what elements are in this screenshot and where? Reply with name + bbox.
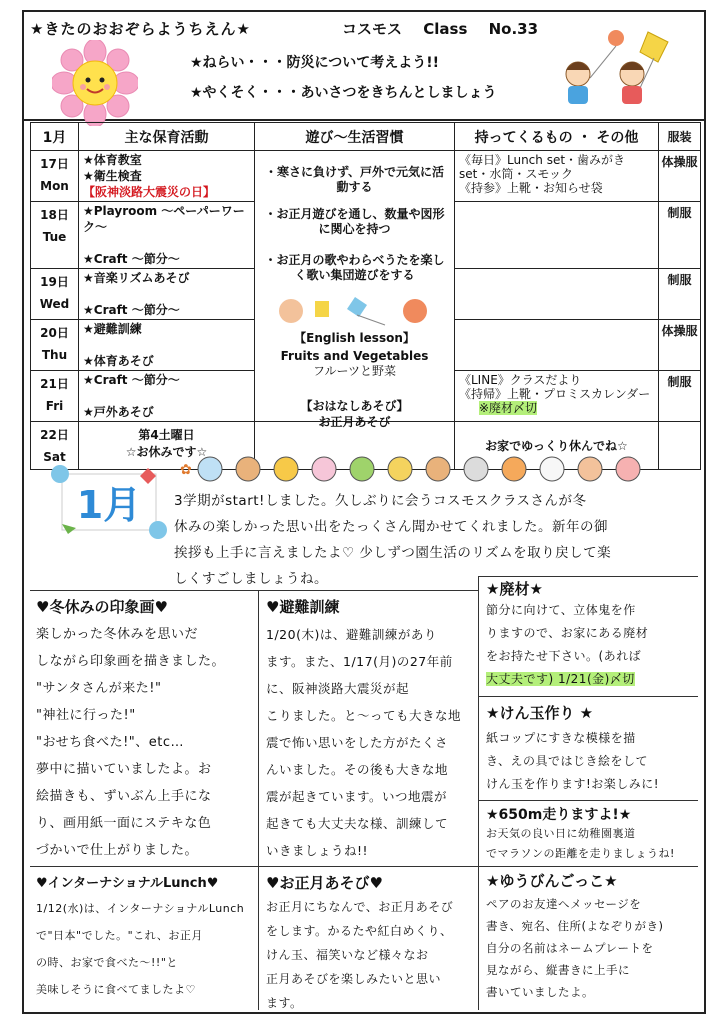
uniform-cell: 制服 — [659, 269, 701, 320]
kids-kites-illustration — [550, 28, 700, 108]
activity-cell: ★避難訓練 ★体育あそび — [79, 320, 255, 371]
winter-drawing-section — [36, 596, 254, 864]
zodiac-animals-strip — [170, 452, 690, 486]
month-badge-text: 1月 — [76, 483, 142, 527]
section-body: 1/20(木)は、避難訓練があり ます。また、1/17(月)の27年前 に、阪神淡路大震災が起 こりました。と～っても大きな地 震で怖い思いをした方がたくさ んいました。その後も大きな地 震が起きています。いつ地震が 起きても大丈夫な様、訓練して いきましょうね!! — [266, 627, 462, 858]
uniform-cell: 体操服 — [659, 320, 701, 371]
section-title: ♥冬休みの印象画♥ — [36, 598, 168, 616]
evacuation-drill-section — [266, 596, 474, 864]
divider — [30, 590, 478, 591]
divider — [478, 696, 698, 697]
section-title: ♥インターナショナルLunch♥ — [36, 876, 219, 891]
bring-cell-saturday: お家でゆっくり休んでね☆ — [455, 422, 659, 470]
issue-number: No.33 — [488, 20, 539, 38]
divider — [258, 590, 259, 1010]
section-body: 1/12(水)は、インターナショナルLunch で"日本"でした。"これ、お正月 の時、お家で食べた～!!"と 美味しそうに食べてましたよ♡ — [36, 902, 245, 996]
divider — [478, 576, 479, 1010]
uniform-cell: 制服 — [659, 202, 701, 269]
class-name: コスモス — [342, 20, 403, 38]
day-cell: 18日 Tue — [31, 202, 79, 269]
waste-deadline-highlight: ※廃材〆切 — [479, 401, 538, 415]
class-word: Class — [423, 20, 468, 38]
running-section — [486, 804, 696, 864]
day-cell: 22日 Sat — [31, 422, 79, 470]
earthquake-day-note: 【阪神淡路大震災の日】 — [83, 185, 216, 199]
section-title: ♥避難訓練 — [266, 598, 340, 616]
bring-cell: 《LINE》クラスだより 《持帰》上靴・プロミスカレンダー ※廃材〆切 — [455, 371, 659, 422]
divider — [478, 576, 698, 577]
story-time-title: 【おはなしあそび】 — [300, 399, 409, 413]
day-cell: 17日 Mon — [31, 151, 79, 202]
bring-header: 持ってくるもの ・ その他 — [455, 123, 659, 151]
waste-materials-section — [486, 578, 694, 691]
section-title: ★ゆうびんごっこ★ — [486, 872, 618, 890]
divider — [478, 866, 698, 867]
month-badge — [48, 462, 170, 542]
section-body: お正月にちなんで、お正月あそび をします。かるたや紅白めくり、 けん玉、福笑いなど様々なお 正月あそびを楽しみたいと思い ます。 — [266, 900, 454, 1010]
activity-cell: ★体育教室 ★衛生検査 【阪神淡路大震災の日】 — [79, 151, 255, 202]
day-cell: 21日 Fri — [31, 371, 79, 422]
section-body: ペアのお友達へメッセージを 書き、宛名、住所(よなぞりがき) 自分の名前はネームプレートを 見ながら、縦書きに上手に 書いていましたよ。 — [486, 897, 664, 999]
english-lesson-title: 【English lesson】 — [294, 331, 415, 345]
play-header: 遊び～生活習慣 — [255, 123, 455, 151]
play-column: ・寒さに負けず、戸外で元気に活動する ・お正月遊びを通し、数量や図形に関心を持つ ・お正月の歌やわらべうたを楽しく歌い集団遊びをする 【English lesson】 Fruits and Vegetables フルーツと野菜 【おはなしあそび】 お正月あそび — [255, 151, 455, 422]
section-title: ★650m走りますよ!★ — [486, 807, 632, 823]
kendama-section — [486, 702, 694, 796]
uniform-header: 服装 — [659, 123, 701, 151]
new-year-play-illustration — [275, 291, 435, 327]
new-year-play-section — [266, 872, 474, 1015]
schedule-table — [30, 122, 701, 470]
uniform-cell: 体操服 — [659, 151, 701, 202]
section-body: 節分に向けて、立体鬼を作 りますので、お家にある廃材 をお持たせ下さい。(あれば 大丈夫です) 1/21(金)〆切 — [486, 603, 649, 686]
bring-cell — [455, 320, 659, 371]
bring-cell — [455, 269, 659, 320]
section-title: ♥お正月あそび♥ — [266, 874, 383, 892]
section-body: 楽しかった冬休みを思いだ しながら印象画を描きました。 "サンタさんが来た!" "神社に行った!" "おせち食べた!"、etc… 夢中に描いていましたよ。お 絵描きも、ずいぶん上手にな り、画用紙一面にステキな色 づかいで仕上がりました。 — [36, 627, 226, 858]
section-title: ★廃材★ — [486, 580, 543, 598]
day-cell: 20日 Thu — [31, 320, 79, 371]
divider — [30, 866, 478, 867]
svg-text:✿: ✿ — [180, 462, 192, 478]
activities-header: 主な保育活動 — [79, 123, 255, 151]
aim-text: ★ねらい・・・防災について考えよう!! — [190, 55, 440, 71]
activity-cell: ★Playroom ～ペーパーワーク～ ★Craft ～節分～ — [79, 202, 255, 269]
section-body: 紙コップにすきな模様を描 き、えの具ではじき絵をして けん玉を作ります!お楽しみに! — [486, 731, 660, 791]
divider — [478, 800, 698, 801]
post-office-play-section — [486, 870, 696, 1003]
international-lunch-section — [36, 872, 254, 1003]
month-header: 1月 — [31, 123, 79, 151]
section-title: ★けん玉作り ★ — [486, 704, 594, 722]
bring-cell: 《毎日》Lunch set・歯みがきset・水筒・スモック 《持参》上靴・お知らせ袋 — [455, 151, 659, 202]
promise-text: ★やくそく・・・あいさつをきちんとしましょう — [190, 85, 497, 101]
saturday-note: 第4土曜日 ☆お休みです☆ — [79, 422, 255, 470]
section-body: お天気の良い日に幼稚園裏道 でマラソンの距離を走りましょうね! — [486, 827, 675, 860]
activity-cell: ★Craft ～節分～ ★戸外あそび — [79, 371, 255, 422]
sun-flower-illustration — [52, 40, 138, 126]
bring-cell — [455, 202, 659, 269]
intro-text: 3学期がstart!しました。久しぶりに会うコスモスクラスさんが冬 休みの楽しかった思い出をたっくさん聞かせてくれました。新年の御 挨拶も上手に言えましたよ♡ 少しずつ園生活のリズムを取り戻して楽 しくすごしましょうね。 — [174, 493, 612, 587]
class-info — [342, 18, 554, 39]
school-name: ★きたのおおぞらようちえん★ — [30, 20, 251, 38]
day-cell: 19日 Wed — [31, 269, 79, 320]
activity-cell: ★音楽リズムあそび ★Craft ～節分～ — [79, 269, 255, 320]
uniform-cell: 制服 — [659, 371, 701, 422]
